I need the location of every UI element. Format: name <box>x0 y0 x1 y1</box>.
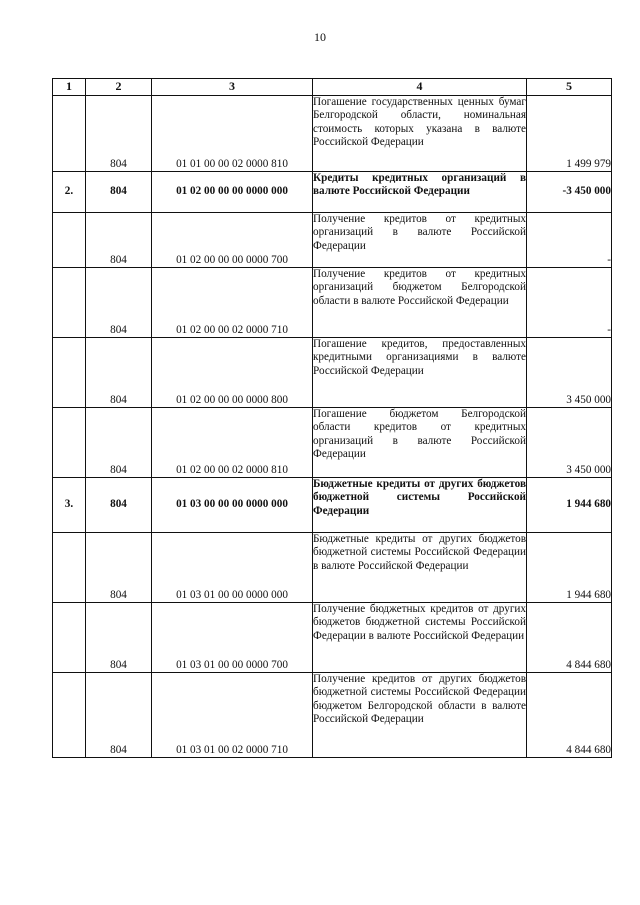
budget-code-cell: 01 03 01 00 00 0000 700 <box>152 603 313 673</box>
row-number-cell <box>53 96 86 172</box>
budget-code-cell: 01 02 00 00 00 0000 000 <box>152 172 313 213</box>
item-name-cell: Кредиты кредитных организаций в валюте Российской Федерации <box>313 172 527 213</box>
amount-cell: 1 499 979 <box>527 96 612 172</box>
budget-code-cell: 01 02 00 00 00 0000 800 <box>152 338 313 408</box>
budget-code-cell: 01 03 01 00 02 0000 710 <box>152 673 313 758</box>
amount-cell: -3 450 000 <box>527 172 612 213</box>
admin-code-cell: 804 <box>86 478 152 533</box>
admin-code-cell: 804 <box>86 213 152 268</box>
budget-code-cell: 01 02 00 00 02 0000 710 <box>152 268 313 338</box>
row-number-cell <box>53 213 86 268</box>
admin-code-cell: 804 <box>86 96 152 172</box>
admin-code-cell: 804 <box>86 603 152 673</box>
item-name-cell: Погашение бюджетом Белгородской области кредитов от кредитных организаций в валюте Российской Федерации <box>313 408 527 478</box>
budget-sources-table <box>52 78 612 758</box>
budget-code-cell: 01 02 00 00 00 0000 700 <box>152 213 313 268</box>
table-row <box>53 96 612 172</box>
table-row <box>53 213 612 268</box>
row-number-cell: 3. <box>53 478 86 533</box>
amount-cell: 1 944 680 <box>527 533 612 603</box>
budget-code-cell: 01 02 00 00 02 0000 810 <box>152 408 313 478</box>
table-row <box>53 172 612 213</box>
column-header-3: 3 <box>152 79 313 96</box>
amount-cell: 3 450 000 <box>527 408 612 478</box>
item-name-cell: Бюджетные кредиты от других бюджетов бюджетной системы Российской Федерации в валюте Российской Федерации <box>313 533 527 603</box>
item-name-cell: Получение бюджетных кредитов от других бюджетов бюджетной системы Российской Федерации в валюте Российской Федерации <box>313 603 527 673</box>
item-name-cell: Бюджетные кредиты от других бюджетов бюджетной системы Российской Федерации <box>313 478 527 533</box>
table-row <box>53 338 612 408</box>
table-row <box>53 603 612 673</box>
row-number-cell: 2. <box>53 172 86 213</box>
budget-code-cell: 01 03 01 00 00 0000 000 <box>152 533 313 603</box>
admin-code-cell: 804 <box>86 673 152 758</box>
amount-cell: 4 844 680 <box>527 603 612 673</box>
row-number-cell <box>53 673 86 758</box>
amount-cell: 1 944 680 <box>527 478 612 533</box>
admin-code-cell: 804 <box>86 533 152 603</box>
item-name-cell: Погашение государственных ценных бумаг Белгородской области, номинальная стоимость которых указана в валюте Российской Федерации <box>313 96 527 172</box>
row-number-cell <box>53 338 86 408</box>
admin-code-cell: 804 <box>86 268 152 338</box>
column-header-4: 4 <box>313 79 527 96</box>
row-number-cell <box>53 533 86 603</box>
budget-code-cell: 01 03 00 00 00 0000 000 <box>152 478 313 533</box>
item-name-cell: Погашение кредитов, предоставленных кредитными организациями в валюте Российской Федерации <box>313 338 527 408</box>
budget-code-cell: 01 01 00 00 02 0000 810 <box>152 96 313 172</box>
row-number-cell <box>53 603 86 673</box>
table-row <box>53 268 612 338</box>
table-row <box>53 673 612 758</box>
row-number-cell <box>53 268 86 338</box>
item-name-cell: Получение кредитов от кредитных организаций в валюте Российской Федерации <box>313 213 527 268</box>
table-header-row <box>53 79 612 96</box>
admin-code-cell: 804 <box>86 172 152 213</box>
amount-cell: - <box>527 213 612 268</box>
table-row <box>53 408 612 478</box>
column-header-1: 1 <box>53 79 86 96</box>
item-name-cell: Получение кредитов от других бюджетов бюджетной системы Российской Федерации бюджетом Белгородской области в валюте Российской Федерации <box>313 673 527 758</box>
table-row <box>53 478 612 533</box>
amount-cell: 4 844 680 <box>527 673 612 758</box>
admin-code-cell: 804 <box>86 338 152 408</box>
table-row <box>53 533 612 603</box>
column-header-2: 2 <box>86 79 152 96</box>
item-name-cell: Получение кредитов от кредитных организаций бюджетом Белгородской области в валюте Российской Федерации <box>313 268 527 338</box>
row-number-cell <box>53 408 86 478</box>
column-header-5: 5 <box>527 79 612 96</box>
admin-code-cell: 804 <box>86 408 152 478</box>
amount-cell: 3 450 000 <box>527 338 612 408</box>
page-number: 10 <box>314 30 326 44</box>
amount-cell: - <box>527 268 612 338</box>
